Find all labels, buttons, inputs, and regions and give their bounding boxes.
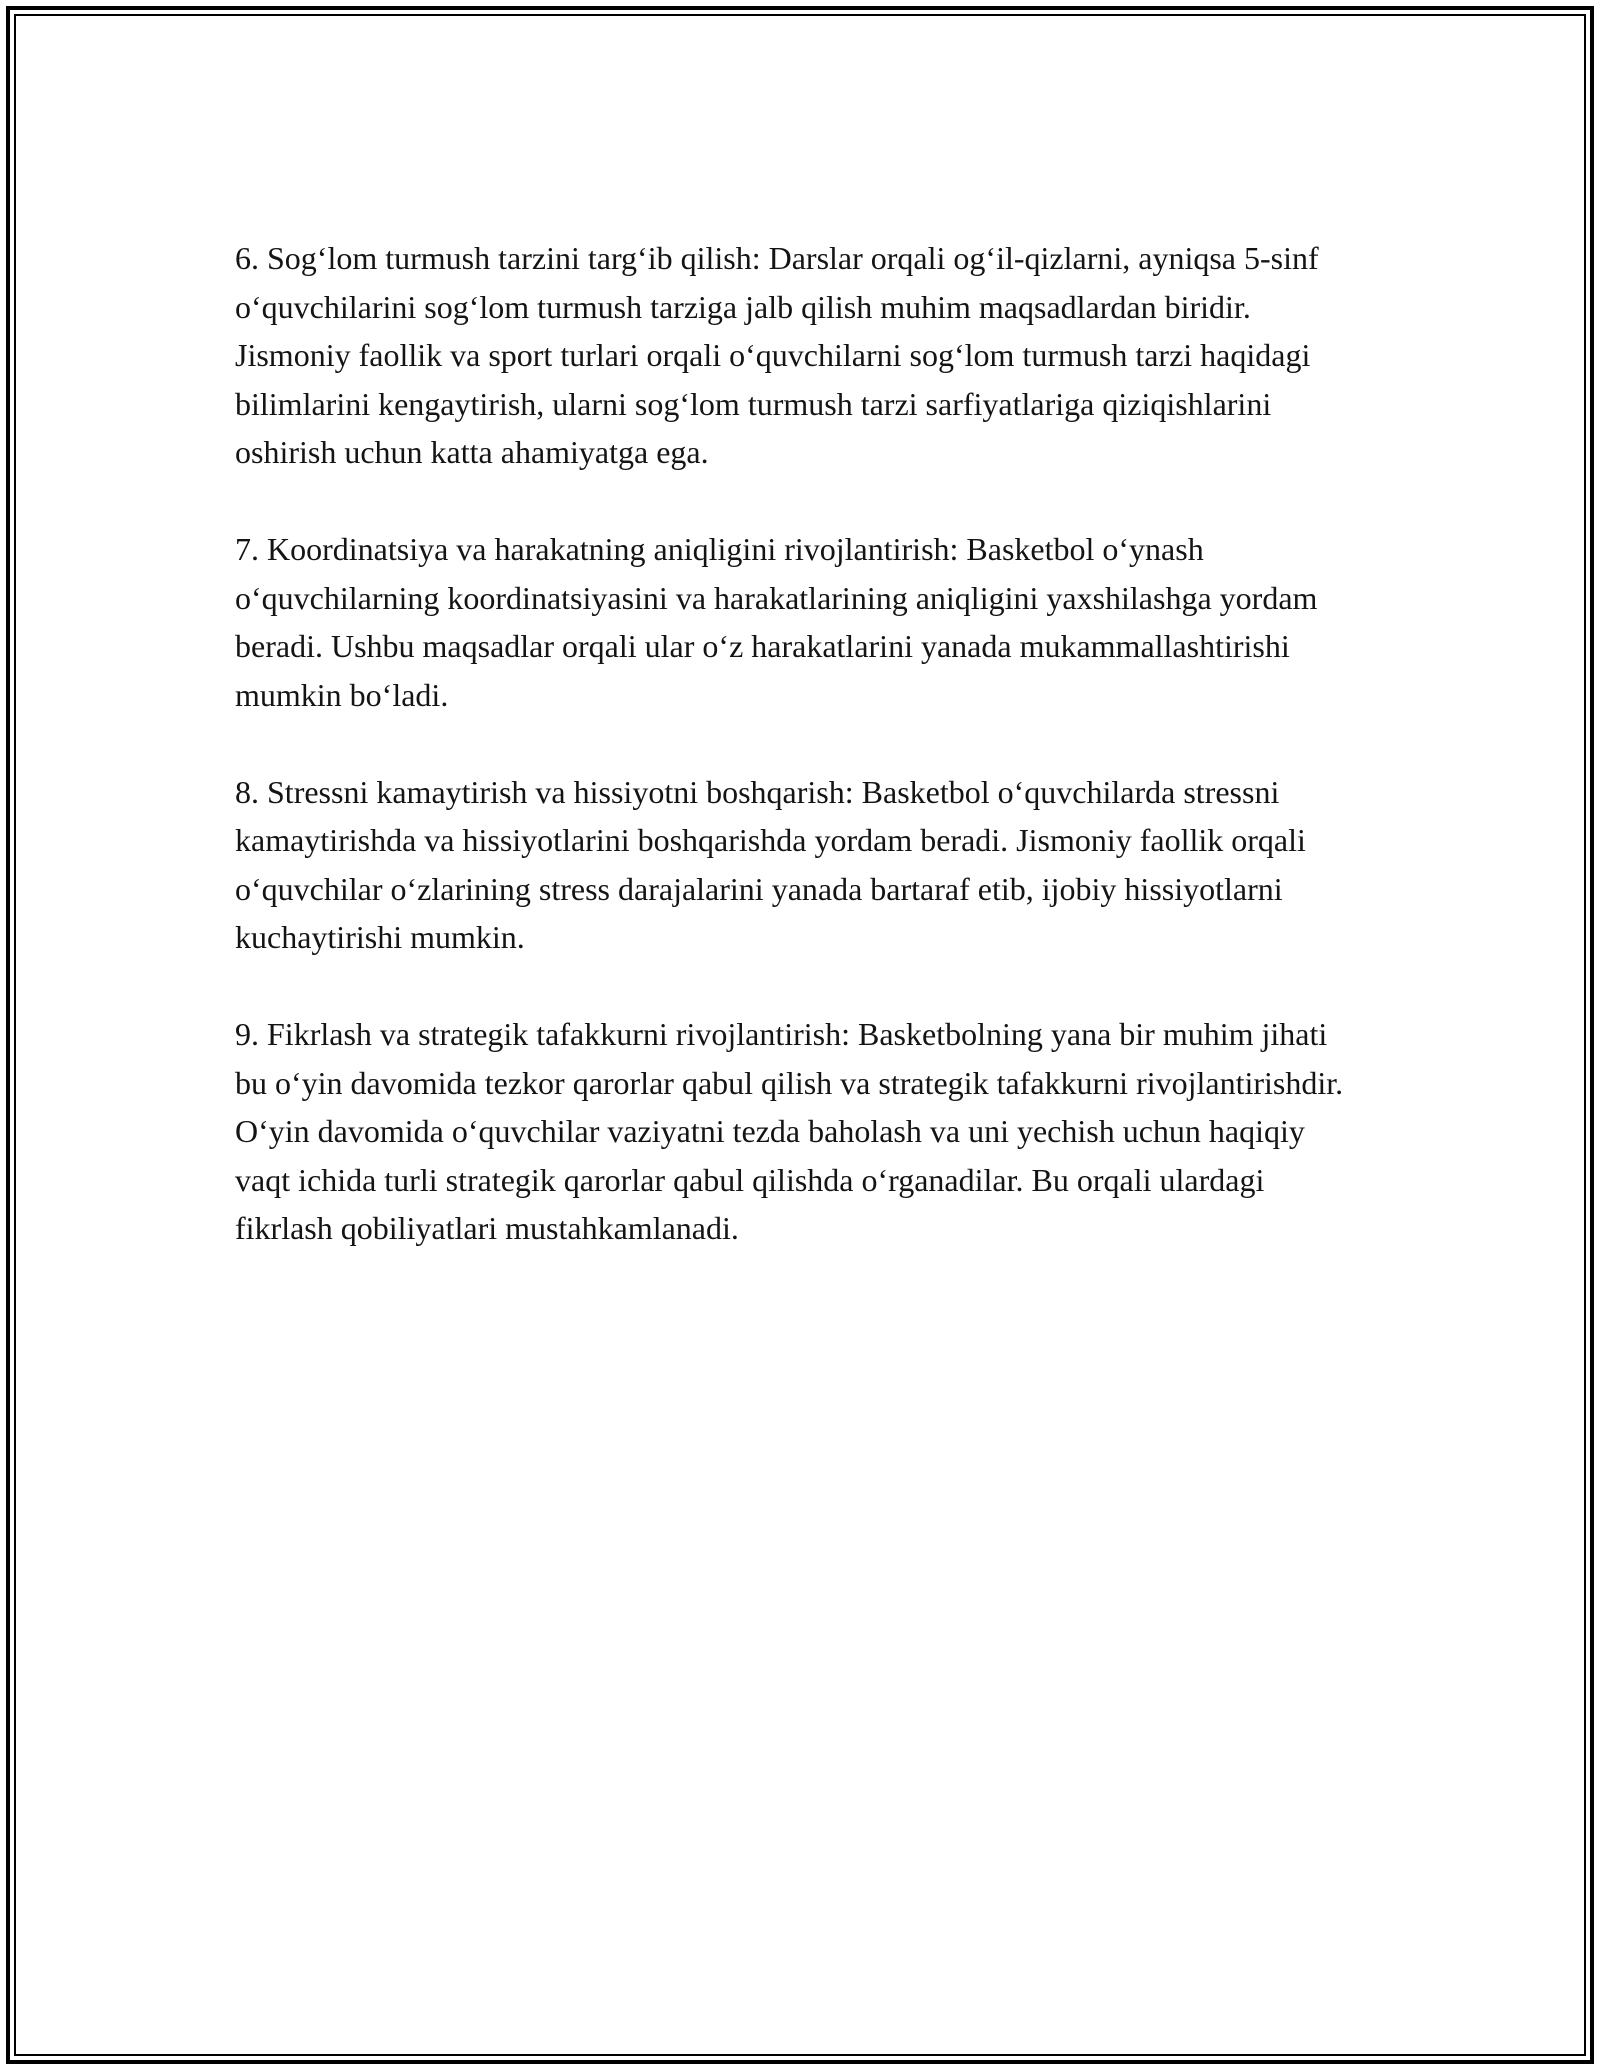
document-body — [235, 234, 1365, 1253]
paragraph-coordination: 7. Koordinatsiya va harakatning aniqligini rivojlantirish: Basketbol o‘ynash o‘quvchilarning koordinatsiyasini va harakatlarining aniqligini yaxshilashga yordam beradi. Ushbu maqsadlar orqali ular o‘z harakatlarini yanada mukammallashtirishi mumkin bo‘ladi. — [235, 531, 1318, 713]
paragraph-stress-reduction: 8. Stressni kamaytirish va hissiyotni boshqarish: Basketbol o‘quvchilarda stressni kamaytirishda va hissiyotlarini boshqarishda yordam beradi. Jismoniy faollik orqali o‘quvchilar o‘zlarining stress darajalarini yanada bartaraf etib, ijobiy hissiyotlarni kuchaytirishi mumkin. — [235, 773, 1306, 955]
paragraph-healthy-lifestyle: 6. Sog‘lom turmush tarzini targ‘ib qilish: Darslar orqali og‘il-qizlarni, ayniqsa 5-sinf o‘quvchilarini sog‘lom turmush tarziga jalb qilish muhim maqsadlardan biridir. Jismoniy faollik va sport turlari orqali o‘quvchilarni sog‘lom turmush tarzi haqidagi bilimlarini kengaytirish, ularni sog‘lom turmush tarzi sarfiyatlariga qiziqishlarini oshirish uchun katta ahamiyatga ega. — [235, 240, 1319, 470]
paragraph-strategic-thinking: 9. Fikrlash va strategik tafakkurni rivojlantirish: Basketbolning yana bir muhim jihati bu o‘yin davomida tezkor qarorlar qabul qilish va strategik tafakkurni rivojlantirishdir. O‘yin davomida o‘quvchilar vaziyatni tezda baholash va uni yechish uchun haqiqiy vaqt ichida turli strategik qarorlar qabul qilishda o‘rganadilar. Bu orqali ulardagi fikrlash qobiliyatlari mustahkamlanadi. — [235, 1016, 1344, 1246]
